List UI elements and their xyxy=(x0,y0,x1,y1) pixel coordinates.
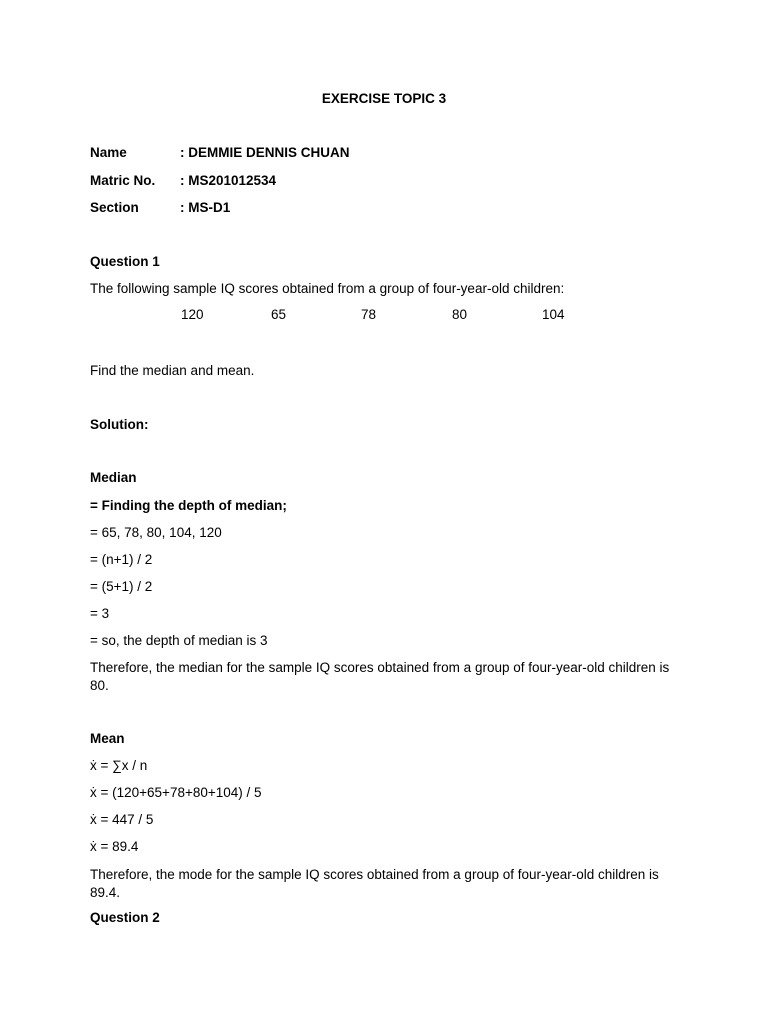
median-step: = so, the depth of median is 3 xyxy=(90,633,268,648)
mean-conclusion: Therefore, the mode for the sample IQ scores obtained from a group of four-year-old children is 89.4. xyxy=(90,867,659,900)
score-item: 65 xyxy=(271,307,287,322)
mean-heading: Mean xyxy=(90,731,125,746)
median-step: = (5+1) / 2 xyxy=(90,579,153,594)
solution-heading: Solution: xyxy=(90,417,149,432)
score-item: 104 xyxy=(542,307,565,322)
median-step: = 65, 78, 80, 104, 120 xyxy=(90,525,222,540)
mean-step: ẋ = 447 / 5 xyxy=(90,812,154,827)
mean-step: ẋ = ∑x / n xyxy=(90,758,148,773)
median-step: = (n+1) / 2 xyxy=(90,552,153,567)
section-label: Section xyxy=(90,200,139,215)
mean-step: ẋ = (120+65+78+80+104) / 5 xyxy=(90,785,262,800)
score-item: 80 xyxy=(452,307,468,322)
median-conclusion: Therefore, the median for the sample IQ scores obtained from a group of four-year-old children is 80. xyxy=(90,660,670,693)
question-1-heading: Question 1 xyxy=(90,254,160,269)
median-subheading: = Finding the depth of median; xyxy=(90,498,287,513)
median-heading: Median xyxy=(90,470,137,485)
question-1-prompt: The following sample IQ scores obtained from a group of four-year-old children: xyxy=(90,281,565,296)
name-label: Name xyxy=(90,145,127,160)
question-1-task: Find the median and mean. xyxy=(90,363,255,378)
document-title: EXERCISE TOPIC 3 xyxy=(321,91,447,106)
mean-step: ẋ = 89.4 xyxy=(90,839,139,854)
median-step: = 3 xyxy=(90,606,110,621)
question-2-heading: Question 2 xyxy=(90,910,160,925)
section-value: : MS-D1 xyxy=(180,200,231,215)
name-value: : DEMMIE DENNIS CHUAN xyxy=(180,145,350,160)
matric-value: : MS201012534 xyxy=(180,173,277,188)
score-item: 78 xyxy=(361,307,377,322)
score-item: 120 xyxy=(181,307,204,322)
matric-label: Matric No. xyxy=(90,173,156,188)
